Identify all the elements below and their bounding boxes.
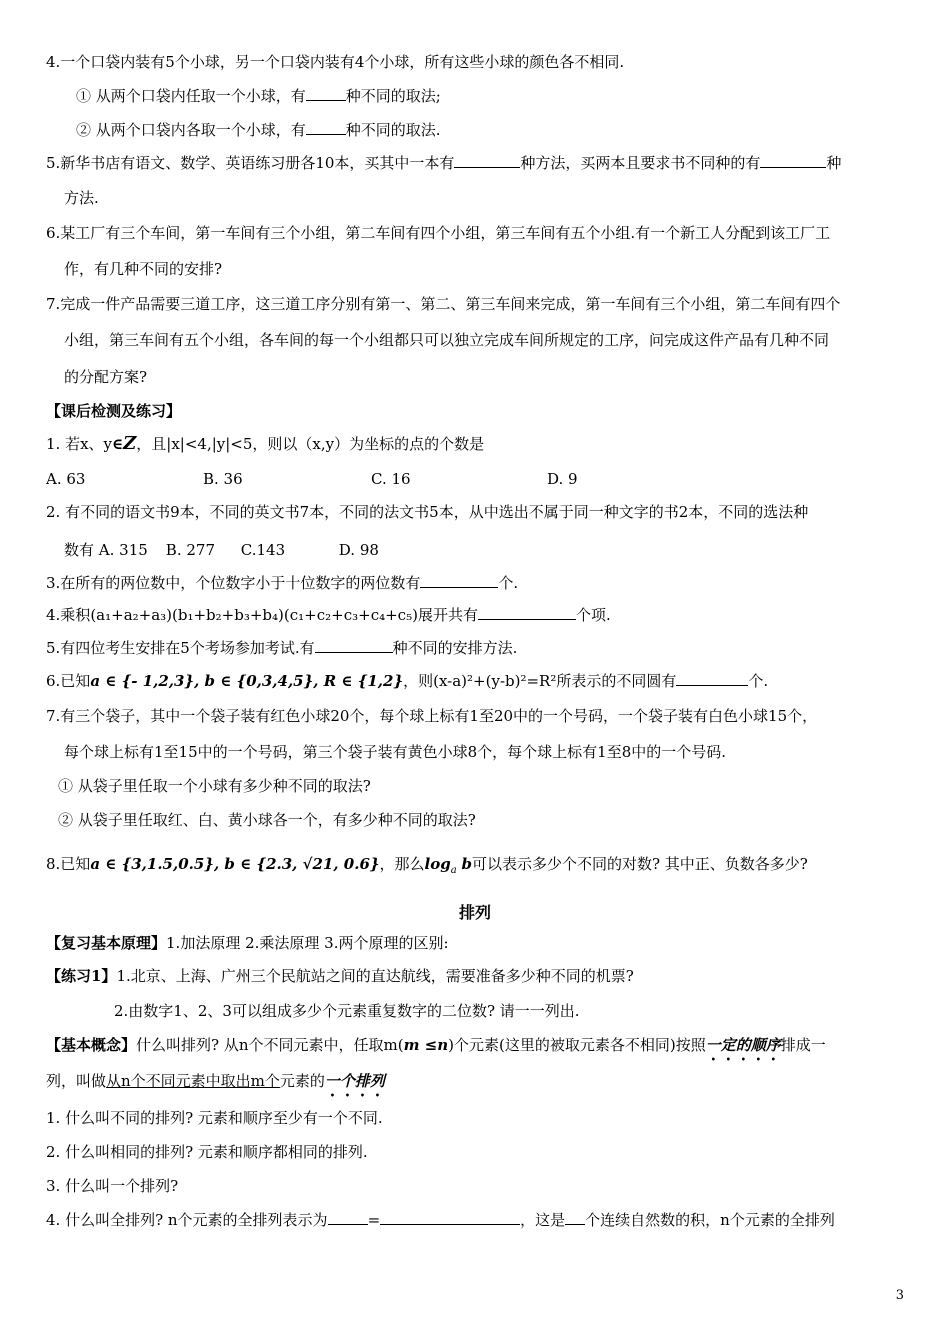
e4-text: 4.乘积 bbox=[46, 606, 91, 624]
concept-q1: 1. 什么叫不同的排列? 元素和顺序至少有一个不同. bbox=[46, 1109, 383, 1127]
answer-blank[interactable] bbox=[315, 638, 393, 653]
equals-sign: = bbox=[367, 1211, 381, 1229]
e5 bbox=[46, 638, 517, 658]
concept-q2: 2. 什么叫相同的排列? 元素和顺序都相同的排列. bbox=[46, 1143, 368, 1161]
answer-blank[interactable] bbox=[565, 1210, 585, 1225]
e3-tail: 个. bbox=[498, 574, 519, 592]
concept-q4 bbox=[46, 1210, 835, 1230]
q5-text-c: 种 bbox=[826, 154, 842, 172]
q5-text-a: 5.新华书店有语文、数学、英语练习册各10本，买其中一本有 bbox=[46, 154, 455, 172]
concept-condition: m ≤n bbox=[403, 1036, 449, 1054]
option-c[interactable]: C.143 bbox=[240, 541, 286, 559]
answer-blank[interactable] bbox=[676, 671, 748, 686]
answer-blank[interactable] bbox=[760, 153, 826, 168]
circle-equation: (x-a)²+(y-b)²=R² bbox=[433, 672, 557, 690]
section-heading-after-class: 【课后检测及练习】 bbox=[46, 402, 182, 420]
concept-text-c: 排成一 bbox=[780, 1036, 826, 1054]
e7-sub2: ② 从袋子里任取红、白、黄小球各一个，有多少种不同的取法? bbox=[58, 811, 476, 829]
review-text: 1.加法原理 2.乘法原理 3.两个原理的区别: bbox=[166, 934, 449, 952]
concept-q3: 3. 什么叫一个排列? bbox=[46, 1177, 179, 1195]
e8 bbox=[46, 854, 808, 881]
q7-line1: 7.完成一件产品需要三道工序，这三道工序分别有第一、第二、第三车间来完成，第一车间有三个小组，第二车间有四个 bbox=[46, 295, 841, 313]
emphasis-definite-order: 一定的顺序 bbox=[705, 1036, 781, 1054]
e3 bbox=[46, 573, 518, 593]
answer-blank[interactable] bbox=[420, 573, 498, 588]
e7-line2: 每个球上标有1至15中的一个号码，第三个袋子装有黄色小球8个，每个球上标有1至8中的一个号码. bbox=[64, 743, 727, 761]
option-a[interactable]: A. 315 bbox=[98, 541, 148, 559]
e2-line1: 2. 有不同的语文书9本，不同的英文书7本，不同的法文书5本，从中选出不属于同一种文字的书2本，不同的选法种 bbox=[46, 503, 809, 521]
emphasis-one-permutation: 一个排列 bbox=[324, 1072, 385, 1090]
e1-stem bbox=[46, 434, 484, 454]
e6-tail: 个. bbox=[748, 672, 769, 690]
e8-suffix: 可以表示多少个不同的对数? 其中正、负数各多少? bbox=[472, 855, 808, 873]
concept-q4-tail: 个连续自然数的积，n个元素的全排列 bbox=[585, 1211, 835, 1229]
e7-sub1: ① 从袋子里任取一个小球有多少种不同的取法? bbox=[58, 777, 371, 795]
answer-blank[interactable] bbox=[454, 153, 520, 168]
e8-text: 8.已知 bbox=[46, 855, 91, 873]
option-a[interactable]: A. 63 bbox=[46, 470, 86, 488]
concept-text-b: )个元素(这里的被取元素各不相同)按照 bbox=[448, 1036, 706, 1054]
q4-sub1-text: ① 从两个口袋内任取一个小球，有 bbox=[76, 87, 306, 105]
log-argument: b bbox=[461, 855, 472, 873]
log-symbol: log bbox=[424, 855, 451, 873]
e1-text-a: 1. 若x、y bbox=[46, 435, 113, 453]
q4-sub1-tail: 种不同的取法; bbox=[345, 87, 441, 105]
e6-mid: ，则 bbox=[403, 672, 434, 690]
review-line bbox=[46, 933, 449, 953]
e6-sets: a ∈ {- 1,2,3}, b ∈ {0,3,4,5}, R ∈ {1,2} bbox=[90, 672, 404, 690]
concept-label: 【基本概念】 bbox=[46, 1036, 137, 1054]
answer-blank[interactable] bbox=[478, 605, 576, 620]
concept-line2-mid: 元素的 bbox=[279, 1072, 325, 1090]
e1-text-b: ，且|x|<4,|y|<5，则以（x,y）为坐标的点的个数是 bbox=[136, 435, 485, 453]
option-d[interactable]: D. 9 bbox=[547, 470, 578, 488]
e6 bbox=[46, 671, 768, 691]
e2-text: 数有 bbox=[64, 541, 95, 559]
concept-line1 bbox=[46, 1035, 826, 1064]
concept-line2 bbox=[46, 1071, 385, 1100]
e6-text: 6.已知 bbox=[46, 672, 91, 690]
e5-text: 5.有四位考生安排在5个考场参加考试.有 bbox=[46, 639, 315, 657]
section-title-permutation: 排列 bbox=[458, 903, 491, 922]
option-b[interactable]: B. 36 bbox=[203, 470, 243, 488]
concept-text-a: 什么叫排列? 从n个不同元素中，任取m( bbox=[136, 1036, 404, 1054]
q7-line2: 小组，第三车间有五个小组，各车间的每一个小组都只可以独立完成车间所规定的工序，问完成这件产品有几种不同 bbox=[64, 331, 830, 349]
concept-line2-text: 列，叫做 bbox=[46, 1072, 107, 1090]
e8-sets: a ∈ {3,1.5,0.5}, b ∈ {2.3, √21, 0.6} bbox=[90, 855, 380, 873]
practice-line1 bbox=[46, 966, 634, 986]
e4-expression: (a₁+a₂+a₃)(b₁+b₂+b₃+b₄)(c₁+c₂+c₃+c₄+c₅) bbox=[90, 606, 418, 624]
e4-tail: 个项. bbox=[575, 606, 611, 624]
page-number: 3 bbox=[895, 1288, 904, 1303]
concept-underlined: 从n个不同元素中取出m个 bbox=[106, 1072, 280, 1090]
e5-tail: 种不同的安排方法. bbox=[392, 639, 518, 657]
answer-blank[interactable] bbox=[328, 1210, 368, 1225]
option-c[interactable]: C. 16 bbox=[371, 470, 411, 488]
e7-line1: 7.有三个袋子，其中一个袋子装有红色小球20个，每个球上标有1至20中的一个号码，一个袋子装有白色小球15个， bbox=[46, 707, 818, 725]
e3-text: 3.在所有的两位数中，个位数字小于十位数字的两位数有 bbox=[46, 574, 421, 592]
q4-sub1 bbox=[76, 86, 441, 106]
answer-blank[interactable] bbox=[380, 1210, 520, 1225]
answer-blank[interactable] bbox=[306, 120, 346, 135]
q5-line1 bbox=[46, 153, 841, 173]
q5-line2: 方法. bbox=[64, 189, 99, 207]
concept-q4-mid: ，这是 bbox=[520, 1211, 566, 1229]
answer-blank[interactable] bbox=[306, 86, 346, 101]
log-base: a bbox=[450, 865, 457, 876]
practice-item1: 1.北京、上海、广州三个民航站之间的直达航线，需要准备多少种不同的机票? bbox=[116, 967, 634, 985]
e4 bbox=[46, 605, 611, 625]
concept-q4-text: 4. 什么叫全排列? n个元素的全排列表示为 bbox=[46, 1211, 328, 1229]
q5-text-b: 种方法，买两本且要求书不同种的有 bbox=[520, 154, 761, 172]
q6-line2: 作，有几种不同的安排? bbox=[64, 260, 223, 278]
q7-line3: 的分配方案? bbox=[64, 368, 148, 386]
integer-set-symbol: Z bbox=[123, 433, 137, 454]
q4-sub2-tail: 种不同的取法. bbox=[345, 121, 441, 139]
q4-sub2 bbox=[76, 120, 441, 140]
option-d[interactable]: D. 98 bbox=[338, 541, 379, 559]
e4-mid: 展开共有 bbox=[417, 606, 478, 624]
element-of-symbol: ∈ bbox=[112, 435, 124, 453]
review-label: 【复习基本原理】 bbox=[46, 934, 167, 952]
q4-stem: 4.一个口袋内装有5个小球，另一个口袋内装有4个小球，所有这些小球的颜色各不相同. bbox=[46, 53, 625, 71]
e6-suffix: 所表示的不同圆有 bbox=[556, 672, 677, 690]
practice-label: 【练习1】 bbox=[46, 967, 117, 985]
e8-mid: ，那么 bbox=[379, 855, 425, 873]
q6-line1: 6.某工厂有三个车间，第一车间有三个小组，第二车间有四个小组，第三车间有五个小组.有一个新工人分配到该工厂工 bbox=[46, 224, 831, 242]
option-b[interactable]: B. 277 bbox=[165, 541, 215, 559]
e2-line2 bbox=[64, 540, 379, 560]
e1-options bbox=[46, 469, 578, 489]
q4-sub2-text: ② 从两个口袋内各取一个小球，有 bbox=[76, 121, 306, 139]
practice-item2: 2.由数字1、2、3可以组成多少个元素重复数字的二位数? 请一一列出. bbox=[114, 1002, 580, 1020]
